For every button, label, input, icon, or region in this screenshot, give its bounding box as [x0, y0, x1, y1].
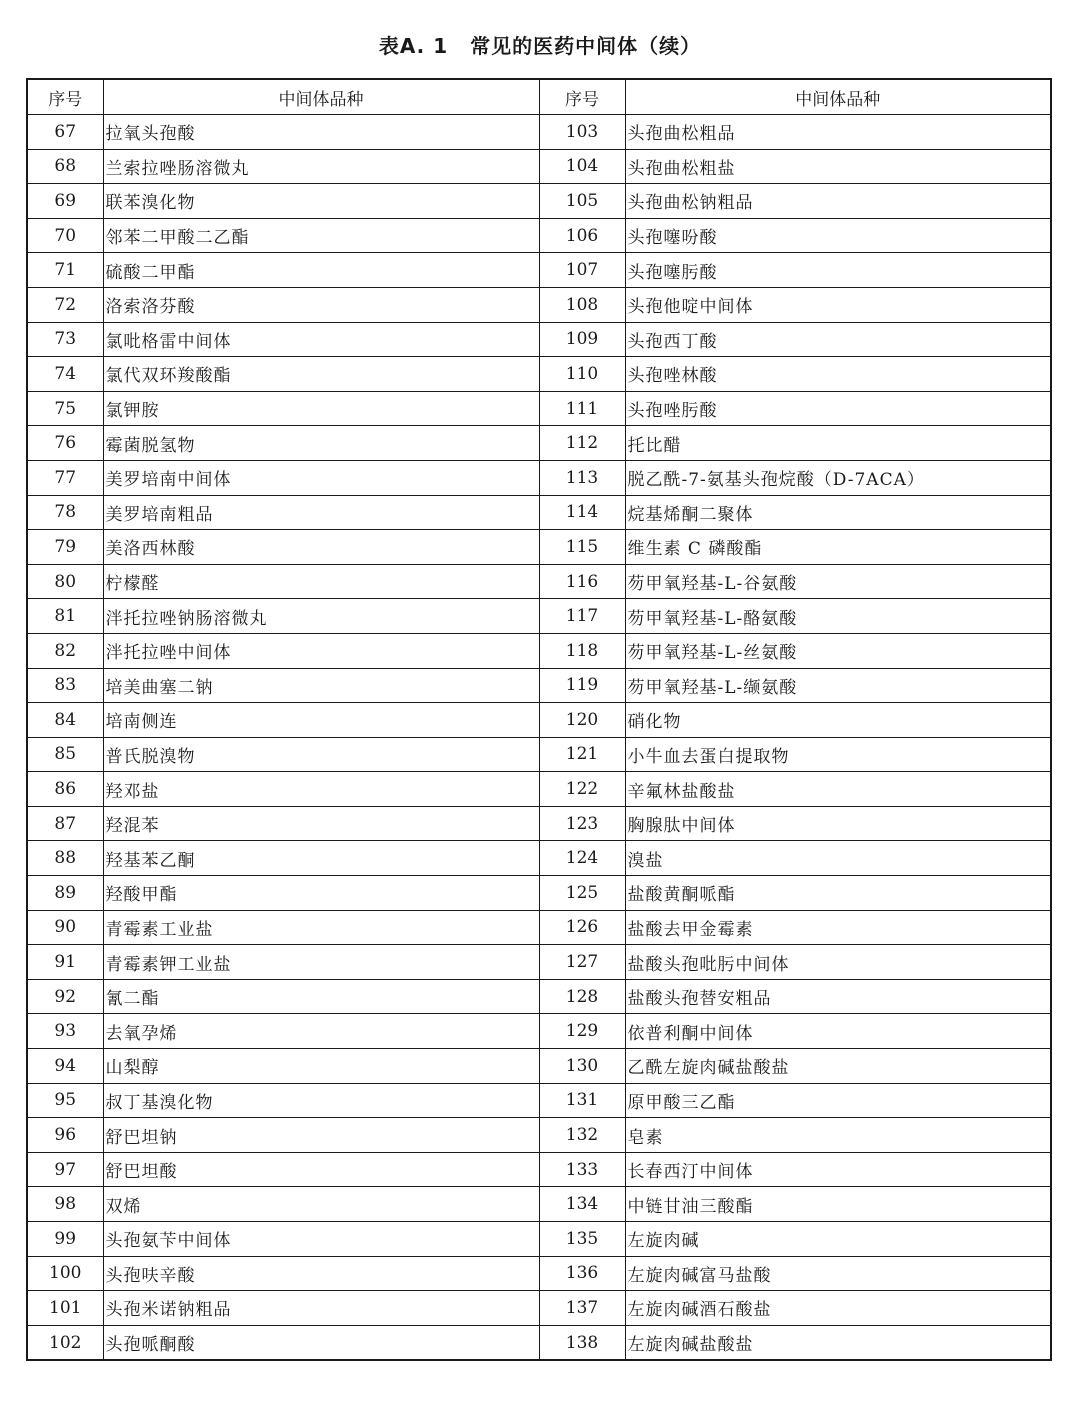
serial-cell-right: 134 — [539, 1187, 625, 1222]
table-row — [27, 184, 1051, 219]
variety-cell-right: 乙酰左旋肉碱盐酸盐 — [625, 1049, 1051, 1084]
table-row — [27, 322, 1051, 357]
variety-cell-right: 溴盐 — [625, 841, 1051, 876]
variety-cell-right: 盐酸黄酮哌酯 — [625, 876, 1051, 911]
serial-cell-right: 109 — [539, 322, 625, 357]
serial-cell-right: 124 — [539, 841, 625, 876]
serial-cell-right: 131 — [539, 1083, 625, 1118]
variety-cell-right: 依普利酮中间体 — [625, 1014, 1051, 1049]
variety-cell-left: 舒巴坦酸 — [103, 1152, 539, 1187]
table-row — [27, 149, 1051, 184]
serial-cell-right: 104 — [539, 149, 625, 184]
intermediates-table — [26, 78, 1052, 1361]
table-row — [27, 737, 1051, 772]
variety-cell-left: 硫酸二甲酯 — [103, 253, 539, 288]
variety-cell-left: 双烯 — [103, 1187, 539, 1222]
serial-cell-left: 93 — [27, 1014, 103, 1049]
variety-cell-right: 头孢曲松钠粗品 — [625, 184, 1051, 219]
serial-cell-right: 118 — [539, 633, 625, 668]
variety-cell-right: 头孢唑林酸 — [625, 357, 1051, 392]
serial-cell-left: 102 — [27, 1325, 103, 1360]
page-title — [0, 28, 1080, 64]
table-row — [27, 495, 1051, 530]
serial-cell-right: 125 — [539, 876, 625, 911]
serial-cell-left: 92 — [27, 979, 103, 1014]
serial-cell-left: 70 — [27, 218, 103, 253]
serial-cell-right: 136 — [539, 1256, 625, 1291]
serial-cell-left: 95 — [27, 1083, 103, 1118]
variety-cell-right: 头孢噻吩酸 — [625, 218, 1051, 253]
serial-cell-right: 107 — [539, 253, 625, 288]
table-row — [27, 426, 1051, 461]
table-row — [27, 253, 1051, 288]
variety-cell-left: 羟邓盐 — [103, 772, 539, 807]
variety-cell-left: 羟基苯乙酮 — [103, 841, 539, 876]
table-row — [27, 703, 1051, 738]
table-row — [27, 806, 1051, 841]
variety-cell-left: 普氏脱溴物 — [103, 737, 539, 772]
variety-cell-left: 美罗培南中间体 — [103, 460, 539, 495]
variety-cell-right: 胸腺肽中间体 — [625, 806, 1051, 841]
variety-cell-left: 泮托拉唑钠肠溶微丸 — [103, 599, 539, 634]
table-row — [27, 1083, 1051, 1118]
serial-cell-right: 114 — [539, 495, 625, 530]
serial-cell-right: 121 — [539, 737, 625, 772]
variety-cell-left: 美洛西林酸 — [103, 530, 539, 565]
serial-cell-right: 135 — [539, 1222, 625, 1257]
table-row — [27, 910, 1051, 945]
table-row — [27, 1325, 1051, 1360]
variety-cell-right: 芴甲氧羟基-L-丝氨酸 — [625, 633, 1051, 668]
variety-cell-right: 长春西汀中间体 — [625, 1152, 1051, 1187]
variety-cell-right: 烷基烯酮二聚体 — [625, 495, 1051, 530]
serial-cell-left: 97 — [27, 1152, 103, 1187]
variety-cell-right: 头孢曲松粗盐 — [625, 149, 1051, 184]
variety-cell-left: 氯吡格雷中间体 — [103, 322, 539, 357]
variety-cell-right: 托比醋 — [625, 426, 1051, 461]
variety-cell-left: 青霉素钾工业盐 — [103, 945, 539, 980]
serial-cell-left: 82 — [27, 633, 103, 668]
variety-cell-right: 左旋肉碱富马盐酸 — [625, 1256, 1051, 1291]
variety-cell-right: 盐酸头孢替安粗品 — [625, 979, 1051, 1014]
serial-cell-right: 117 — [539, 599, 625, 634]
table-body — [27, 115, 1051, 1361]
variety-cell-right: 原甲酸三乙酯 — [625, 1083, 1051, 1118]
serial-cell-right: 129 — [539, 1014, 625, 1049]
header-serial-right: 序号 — [539, 79, 625, 115]
variety-cell-left: 邻苯二甲酸二乙酯 — [103, 218, 539, 253]
variety-cell-left: 山梨醇 — [103, 1049, 539, 1084]
serial-cell-right: 116 — [539, 564, 625, 599]
serial-cell-right: 119 — [539, 668, 625, 703]
variety-cell-right: 小牛血去蛋白提取物 — [625, 737, 1051, 772]
serial-cell-right: 138 — [539, 1325, 625, 1360]
serial-cell-left: 88 — [27, 841, 103, 876]
serial-cell-right: 112 — [539, 426, 625, 461]
table-row — [27, 391, 1051, 426]
variety-cell-left: 头孢氨苄中间体 — [103, 1222, 539, 1257]
table-row — [27, 460, 1051, 495]
variety-cell-right: 硝化物 — [625, 703, 1051, 738]
variety-cell-left: 霉菌脱氢物 — [103, 426, 539, 461]
header-variety-right: 中间体品种 — [625, 79, 1051, 115]
serial-cell-left: 83 — [27, 668, 103, 703]
table-row — [27, 945, 1051, 980]
serial-cell-left: 68 — [27, 149, 103, 184]
variety-cell-left: 头孢米诺钠粗品 — [103, 1291, 539, 1326]
serial-cell-left: 79 — [27, 530, 103, 565]
serial-cell-left: 98 — [27, 1187, 103, 1222]
variety-cell-right: 头孢曲松粗品 — [625, 115, 1051, 150]
serial-cell-right: 132 — [539, 1118, 625, 1153]
header-variety-left: 中间体品种 — [103, 79, 539, 115]
variety-cell-left: 培南侧连 — [103, 703, 539, 738]
serial-cell-left: 90 — [27, 910, 103, 945]
table-row — [27, 772, 1051, 807]
variety-cell-left: 兰索拉唑肠溶微丸 — [103, 149, 539, 184]
variety-cell-right: 头孢西丁酸 — [625, 322, 1051, 357]
serial-cell-left: 74 — [27, 357, 103, 392]
variety-cell-left: 氯代双环羧酸酯 — [103, 357, 539, 392]
table-row — [27, 287, 1051, 322]
variety-cell-right: 左旋肉碱酒石酸盐 — [625, 1291, 1051, 1326]
serial-cell-left: 100 — [27, 1256, 103, 1291]
table-row — [27, 1152, 1051, 1187]
serial-cell-left: 96 — [27, 1118, 103, 1153]
table-row — [27, 357, 1051, 392]
serial-cell-left: 67 — [27, 115, 103, 150]
serial-cell-left: 75 — [27, 391, 103, 426]
table-row — [27, 668, 1051, 703]
variety-cell-left: 氯钾胺 — [103, 391, 539, 426]
table-row — [27, 1256, 1051, 1291]
serial-cell-right: 128 — [539, 979, 625, 1014]
table-row — [27, 1014, 1051, 1049]
table-row — [27, 1049, 1051, 1084]
variety-cell-left: 舒巴坦钠 — [103, 1118, 539, 1153]
variety-cell-right: 左旋肉碱盐酸盐 — [625, 1325, 1051, 1360]
serial-cell-left: 71 — [27, 253, 103, 288]
serial-cell-left: 89 — [27, 876, 103, 911]
variety-cell-right: 脱乙酰-7-氨基头孢烷酸（D-7ACA） — [625, 460, 1051, 495]
serial-cell-right: 137 — [539, 1291, 625, 1326]
table-row — [27, 564, 1051, 599]
table-header-row — [27, 79, 1051, 115]
header-serial-left: 序号 — [27, 79, 103, 115]
table-row — [27, 1291, 1051, 1326]
serial-cell-right: 103 — [539, 115, 625, 150]
serial-cell-right: 108 — [539, 287, 625, 322]
table-row — [27, 218, 1051, 253]
serial-cell-left: 69 — [27, 184, 103, 219]
serial-cell-left: 91 — [27, 945, 103, 980]
variety-cell-right: 头孢唑肟酸 — [625, 391, 1051, 426]
table-row — [27, 876, 1051, 911]
serial-cell-right: 127 — [539, 945, 625, 980]
variety-cell-left: 氰二酯 — [103, 979, 539, 1014]
serial-cell-right: 106 — [539, 218, 625, 253]
variety-cell-right: 盐酸头孢吡肟中间体 — [625, 945, 1051, 980]
table-row — [27, 633, 1051, 668]
serial-cell-right: 122 — [539, 772, 625, 807]
serial-cell-left: 86 — [27, 772, 103, 807]
variety-cell-left: 羟混苯 — [103, 806, 539, 841]
serial-cell-left: 76 — [27, 426, 103, 461]
variety-cell-left: 羟酸甲酯 — [103, 876, 539, 911]
variety-cell-left: 青霉素工业盐 — [103, 910, 539, 945]
table-row — [27, 599, 1051, 634]
serial-cell-left: 94 — [27, 1049, 103, 1084]
serial-cell-right: 110 — [539, 357, 625, 392]
table-row — [27, 115, 1051, 150]
variety-cell-left: 培美曲塞二钠 — [103, 668, 539, 703]
variety-cell-left: 拉氧头孢酸 — [103, 115, 539, 150]
table-title: 常见的医药中间体（续） — [470, 34, 702, 58]
variety-cell-right: 中链甘油三酸酯 — [625, 1187, 1051, 1222]
variety-cell-right: 芴甲氧羟基-L-谷氨酸 — [625, 564, 1051, 599]
table-number: 表A. 1 — [378, 34, 449, 58]
variety-cell-left: 联苯溴化物 — [103, 184, 539, 219]
table-row — [27, 979, 1051, 1014]
variety-cell-left: 头孢呋辛酸 — [103, 1256, 539, 1291]
serial-cell-left: 80 — [27, 564, 103, 599]
variety-cell-right: 头孢噻肟酸 — [625, 253, 1051, 288]
variety-cell-left: 泮托拉唑中间体 — [103, 633, 539, 668]
variety-cell-right: 辛氟林盐酸盐 — [625, 772, 1051, 807]
serial-cell-left: 77 — [27, 460, 103, 495]
table-row — [27, 1118, 1051, 1153]
variety-cell-right: 皂素 — [625, 1118, 1051, 1153]
serial-cell-left: 99 — [27, 1222, 103, 1257]
serial-cell-left: 72 — [27, 287, 103, 322]
serial-cell-right: 130 — [539, 1049, 625, 1084]
variety-cell-left: 柠檬醛 — [103, 564, 539, 599]
serial-cell-left: 78 — [27, 495, 103, 530]
variety-cell-left: 去氧孕烯 — [103, 1014, 539, 1049]
serial-cell-left: 85 — [27, 737, 103, 772]
variety-cell-left: 美罗培南粗品 — [103, 495, 539, 530]
variety-cell-left: 头孢哌酮酸 — [103, 1325, 539, 1360]
serial-cell-right: 133 — [539, 1152, 625, 1187]
serial-cell-left: 84 — [27, 703, 103, 738]
serial-cell-left: 81 — [27, 599, 103, 634]
serial-cell-right: 126 — [539, 910, 625, 945]
table-row — [27, 1187, 1051, 1222]
serial-cell-right: 113 — [539, 460, 625, 495]
serial-cell-right: 120 — [539, 703, 625, 738]
variety-cell-right: 盐酸去甲金霉素 — [625, 910, 1051, 945]
variety-cell-right: 头孢他啶中间体 — [625, 287, 1051, 322]
variety-cell-right: 维生素 C 磷酸酯 — [625, 530, 1051, 565]
serial-cell-right: 115 — [539, 530, 625, 565]
serial-cell-right: 105 — [539, 184, 625, 219]
serial-cell-right: 123 — [539, 806, 625, 841]
variety-cell-left: 洛索洛芬酸 — [103, 287, 539, 322]
variety-cell-left: 叔丁基溴化物 — [103, 1083, 539, 1118]
serial-cell-left: 87 — [27, 806, 103, 841]
serial-cell-right: 111 — [539, 391, 625, 426]
table-row — [27, 530, 1051, 565]
table-row — [27, 841, 1051, 876]
serial-cell-left: 73 — [27, 322, 103, 357]
variety-cell-right: 左旋肉碱 — [625, 1222, 1051, 1257]
serial-cell-left: 101 — [27, 1291, 103, 1326]
variety-cell-right: 芴甲氧羟基-L-酪氨酸 — [625, 599, 1051, 634]
variety-cell-right: 芴甲氧羟基-L-缬氨酸 — [625, 668, 1051, 703]
table-row — [27, 1222, 1051, 1257]
